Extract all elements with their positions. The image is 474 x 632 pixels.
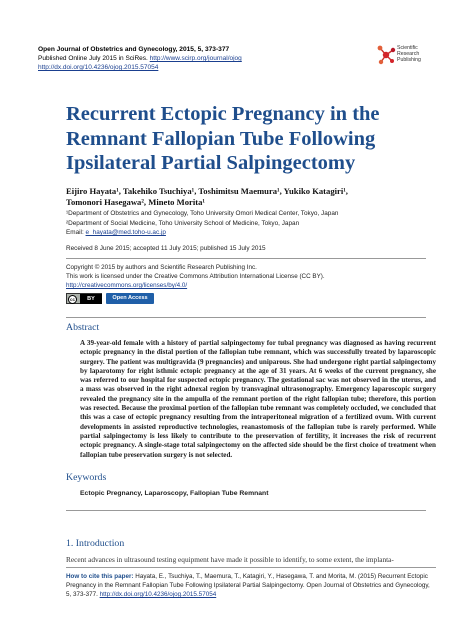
published-label: Published Online July 2015 in SciRes. [38,55,148,62]
journal-link[interactable]: http://www.scirp.org/journal/ojog [149,55,242,62]
email-line [66,228,426,238]
citation-doi-link[interactable]: http://dx.doi.org/10.4236/ojog.2015.57054 [99,591,217,598]
affiliation-2: ²Department of Social Medicine, Toho University School of Medicine, Tokyo, Japan [66,219,300,227]
publisher-logo-icon [376,44,396,66]
citation-block [66,572,436,599]
journal-header [38,45,242,72]
citation-label: How to cite this paper: [66,573,134,580]
abstract-heading: Abstract [66,322,100,333]
doi-link[interactable]: http://dx.doi.org/10.4236/ojog.2015.57054 [38,64,159,71]
author-list [66,186,426,208]
divider [66,510,426,511]
published-line [38,54,242,63]
author-line: Tomonori Hasegawa², Mineto Morita¹ [66,197,205,207]
publication-dates: Received 8 June 2015; accepted 11 July 2015; published 15 July 2015 [66,245,266,252]
divider [66,258,426,259]
keywords-heading: Keywords [66,472,107,483]
paper-title: Recurrent Ectopic Pregnancy in the Remnant Fallopian Tube Following Ipsilateral Partial Salpingectomy [66,103,380,174]
email-link[interactable]: e_hayata@med.toho-u.ac.jp [85,229,166,236]
affiliation-1: ¹Department of Obstetrics and Gynecology, Toho University Omori Medical Center, Tokyo, Japan [66,210,339,217]
email-label: Email: [66,229,84,236]
cc-icon: cc [69,296,75,302]
cc-by-badge[interactable] [66,293,102,304]
keywords-text: Ectopic Pregnancy, Laparoscopy, Fallopian Tube Remnant [80,490,269,497]
citation-text: Hayata, E., Tsuchiya, T., Maemura, T., Katagiri, Y., Hasegawa, T. and Morita, M. (2015) Recurrent Ectopic Pregnancy in the Remnant Fallopian Tube Following Ipsilateral Partial Salpingectomy. Open Journal of Obstetrics and Gynecology, 5, 373-377. [66,573,430,598]
license-line: This work is licensed under the Creative Commons Attribution International License (CC BY). [66,273,325,280]
introduction-heading: 1. Introduction [66,538,125,549]
logo-line: Publishing [397,57,421,63]
divider [66,567,436,568]
journal-line: Open Journal of Obstetrics and Gynecology, 2015, 5, 373-377 [38,46,230,53]
publisher-logo [376,44,446,70]
open-access-badge[interactable]: Open Access [106,293,154,304]
divider [66,317,426,318]
abstract-text: A 39-year-old female with a history of partial salpingectomy for tubal pregnancy was diagnosed as having recurrent ectopic pregnancy in the distal portion of the fallopian tube remnant, which was successfully treated by laparoscopic surgery. The patient was multigravida (9 pregnancies) and uniparous. She had undergone right partial salpingectomy by laparotomy for right isthmic ectopic pregnancy at the age of 31 years. At 6 weeks of the current pregnancy, she was referred to our hospital for suspected ectopic pregnancy. The gestational sac was not observed in the uterus, and a mass was observed in the right adnexal region by transvaginal ultrasonography. Emergency laparoscopic surgery revealed the pregnancy site in the ampulla of the remnant portion of the right fallopian tube; therefore, this portion was resected. Because the proximal portion of the fallopian tube remnant was completely occluded, we concluded that this was a case of ectopic pregnancy resulting from the intraperitoneal migration of a fertilized ovum. With current developments in assisted reproductive technologies, reanastomosis of the fallopian tube is rarely performed. While partial salpingectomy is less likely to contribute to the preservation of fertility, it increases the risk of recurrent ectopic pregnancy. A single-stage total salpingectomy on the affected side should be the first choice of treatment when fallopian tube preservation surgery is not selected. [80,339,436,459]
introduction-text: Recent advances in ultrasound testing equipment have made it possible to identify, to some extent, the implanta- [66,555,394,564]
copyright-line: Copyright © 2015 by authors and Scientific Research Publishing Inc. [66,264,257,271]
logo-line: Scientific [397,45,418,51]
license-link[interactable]: http://creativecommons.org/licenses/by/4.0/ [66,282,188,289]
publisher-logo-text [397,45,421,63]
author-line: Eijiro Hayata¹, Takehiko Tsuchiya¹, Toshimitsu Maemura¹, Yukiko Katagiri¹, [66,186,348,196]
copyright-block [66,263,436,290]
affiliations [66,209,426,238]
by-label: BY [80,294,102,304]
logo-line: Research [397,51,420,57]
